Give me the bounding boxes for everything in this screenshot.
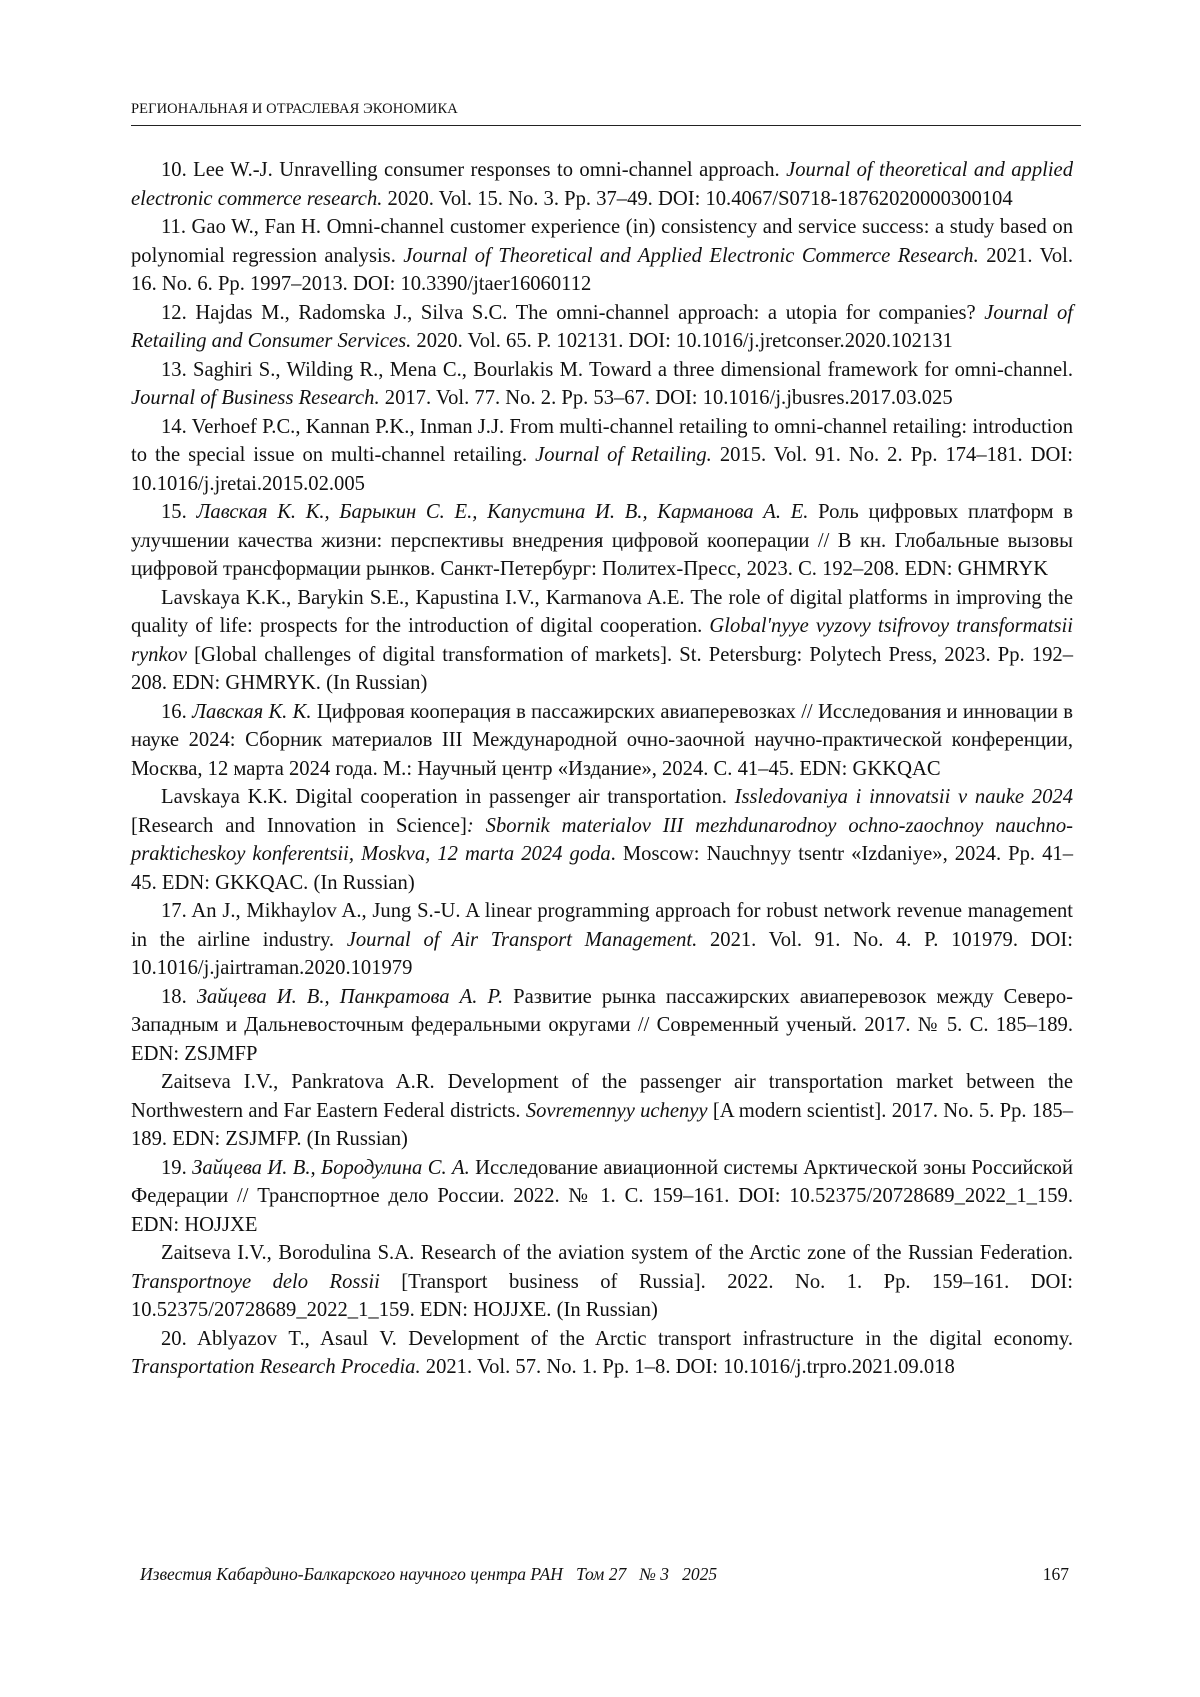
reference-text: [Transport business of Russia]. 2022. No. 1. Pp. 159–161. DOI: 10.52375/20728689_2022_1_159. EDN: HOJJXE. (In Russian) <box>131 1271 1073 1322</box>
reference-entry <box>131 498 1073 584</box>
reference-text: 2020. Vol. 65. P. 102131. DOI: 10.1016/j.jretconser.2020.102131 <box>411 330 953 352</box>
reference-text: 12. Hajdas M., Radomska J., Silva S.C. The omni-channel approach: a utopia for companies? <box>161 302 984 324</box>
reference-text: 17. An J., Mikhaylov A., Jung S.-U. A linear programming approach for robust network revenue management in the airline industry. <box>131 900 1073 951</box>
reference-text: Развитие рынка пассажирских авиаперевозок между Северо-Западным и Дальневосточным федеральными округами // Современный ученый. 2017. № 5. С. 185–189. EDN: ZSJMFP <box>131 986 1073 1065</box>
reference-italic-text: Зайцева И. В., Бородулина С. А. <box>192 1157 470 1179</box>
reference-entry <box>131 783 1073 897</box>
page-number: 167 <box>1043 1564 1069 1585</box>
reference-text: 2021. Vol. 91. No. 4. P. 101979. DOI: 10.1016/j.jairtraman.2020.101979 <box>131 929 1073 980</box>
reference-text: 2021. Vol. 16. No. 6. Pp. 1997–2013. DOI: 10.3390/jtaer16060112 <box>131 245 1073 296</box>
reference-text: 14. Verhoef P.C., Kannan P.K., Inman J.J. From multi-channel retailing to omni-channel retailing: introduction to the special issue on multi-channel retailing. <box>131 416 1073 467</box>
reference-italic-text: : Sbornik materialov III mezhdunarodnoy ochno-zaochnoy nauchno-prakticheskoy konferentsii, Moskva, 12 marta 2024 goda <box>131 815 1073 866</box>
reference-text: . Moscow: Nauchnyy tsentr «Izdaniye», 2024. Pp. 41–45. EDN: GKKQAC. (In Russian) <box>131 843 1073 894</box>
reference-entry <box>131 213 1073 299</box>
reference-text: 15. <box>161 501 196 523</box>
reference-entry <box>131 1325 1073 1382</box>
reference-italic-text: Global'nyye vyzovy tsifrovoy transformatsii rynkov <box>131 615 1073 666</box>
reference-text: 2021. Vol. 57. No. 1. Pp. 1–8. DOI: 10.1016/j.trpro.2021.09.018 <box>421 1356 955 1378</box>
reference-italic-text: Issledovaniya i innovatsii v nauke 2024 <box>735 786 1073 808</box>
reference-text: Исследование авиационной системы Арктической зоны Российской Федерации // Транспортное дело России. 2022. № 1. С. 159–161. DOI: 10.52375/20728689_2022_1_159. EDN: HOJJXE <box>131 1157 1073 1236</box>
reference-italic-text: Journal of Retailing. <box>535 444 712 466</box>
reference-italic-text: Transportation Research Procedia. <box>131 1356 421 1378</box>
reference-list <box>131 156 1073 1382</box>
reference-text: 16. <box>161 701 192 723</box>
reference-text: 11. Gao W., Fan H. Omni-channel customer experience (in) consistency and service success: a study based on polynomial regression analysis. <box>131 216 1073 267</box>
reference-text: [A modern scientist]. 2017. No. 5. Pp. 185–189. EDN: ZSJMFP. (In Russian) <box>131 1100 1073 1151</box>
reference-italic-text: Journal of Business Research. <box>131 387 380 409</box>
footer-journal-title: Известия Кабардино-Балкарского научного центра РАН Том 27 № 3 2025 <box>140 1564 717 1584</box>
reference-italic-text: Transportnoye delo Rossii <box>131 1271 380 1293</box>
reference-entry <box>131 299 1073 356</box>
reference-italic-text: Sovremennyy uchenyy <box>526 1100 708 1122</box>
reference-text: 18. <box>161 986 197 1008</box>
reference-text: 19. <box>161 1157 192 1179</box>
reference-text: 2020. Vol. 15. No. 3. Pp. 37–49. DOI: 10.4067/S0718-18762020000300104 <box>382 188 1012 210</box>
reference-entry <box>131 1239 1073 1325</box>
reference-text: Роль цифровых платформ в улучшении качества жизни: перспективы внедрения цифровой кооперации // В кн. Глобальные вызовы цифровой трансформации рынков. Санкт-Петербург: Политех-Пресс, 2023. С. 192–208. EDN: GHMRYK <box>131 501 1073 580</box>
reference-italic-text: Journal of Air Transport Management. <box>347 929 698 951</box>
reference-italic-text: Journal of theoretical and applied electronic commerce research. <box>131 159 1073 210</box>
reference-text: 2017. Vol. 77. No. 2. Pp. 53–67. DOI: 10.1016/j.jbusres.2017.03.025 <box>380 387 953 409</box>
page-footer <box>140 1564 1080 1585</box>
reference-italic-text: Journal of Theoretical and Applied Electronic Commerce Research. <box>403 245 978 267</box>
reference-entry <box>131 356 1073 413</box>
reference-entry <box>131 1068 1073 1154</box>
reference-text: [Research and Innovation in Science] <box>131 815 467 837</box>
reference-entry <box>131 1154 1073 1240</box>
reference-text: 13. Saghiri S., Wilding R., Mena C., Bourlakis M. Toward a three dimensional framework for omni-channel. <box>161 359 1073 381</box>
reference-entry <box>131 983 1073 1069</box>
reference-italic-text: Лавская К. К., Барыкин С. Е., Капустина И. В., Карманова А. Е. <box>196 501 808 523</box>
reference-text: Lavskaya K.K., Barykin S.E., Kapustina I.V., Karmanova A.E. The role of digital platforms in improving the quality of life: prospects for the introduction of digital cooperation. <box>131 587 1073 638</box>
reference-italic-text: Journal of Retailing and Consumer Services. <box>131 302 1073 353</box>
reference-text: Цифровая кооперация в пассажирских авиаперевозках // Исследования и инновации в науке 2024: Сборник материалов III Международной очно-заочной научно-практической конференции, Москва, 12 марта 2024 года. М.: Научный центр «Издание», 2024. С. 41–45. EDN: GKKQAC <box>131 701 1073 780</box>
reference-italic-text: Зайцева И. В., Панкратова А. Р. <box>197 986 503 1008</box>
reference-italic-text: Лавская К. К. <box>192 701 311 723</box>
reference-entry <box>131 413 1073 499</box>
reference-entry <box>131 584 1073 698</box>
running-head: РЕГИОНАЛЬНАЯ И ОТРАСЛЕВАЯ ЭКОНОМИКА <box>131 101 1081 118</box>
header-rule <box>131 125 1081 126</box>
reference-text: 2015. Vol. 91. No. 2. Pp. 174–181. DOI: 10.1016/j.jretai.2015.02.005 <box>131 444 1073 495</box>
reference-text: Zaitseva I.V., Pankratova A.R. Development of the passenger air transportation market between the Northwestern and Far Eastern Federal districts. <box>131 1071 1073 1122</box>
reference-text: [Global challenges of digital transformation of markets]. St. Petersburg: Polytech Press, 2023. Pp. 192–208. EDN: GHMRYK. (In Russian) <box>131 644 1073 695</box>
reference-text: Lavskaya K.K. Digital cooperation in passenger air transportation. <box>161 786 735 808</box>
reference-entry <box>131 897 1073 983</box>
reference-entry <box>131 156 1073 213</box>
reference-text: Zaitseva I.V., Borodulina S.A. Research of the aviation system of the Arctic zone of the Russian Federation. <box>161 1242 1073 1264</box>
reference-text: 20. Ablyazov T., Asaul V. Development of the Arctic transport infrastructure in the digital economy. <box>161 1328 1073 1350</box>
reference-text: 10. Lee W.-J. Unravelling consumer responses to omni-channel approach. <box>161 159 786 181</box>
reference-entry <box>131 698 1073 784</box>
